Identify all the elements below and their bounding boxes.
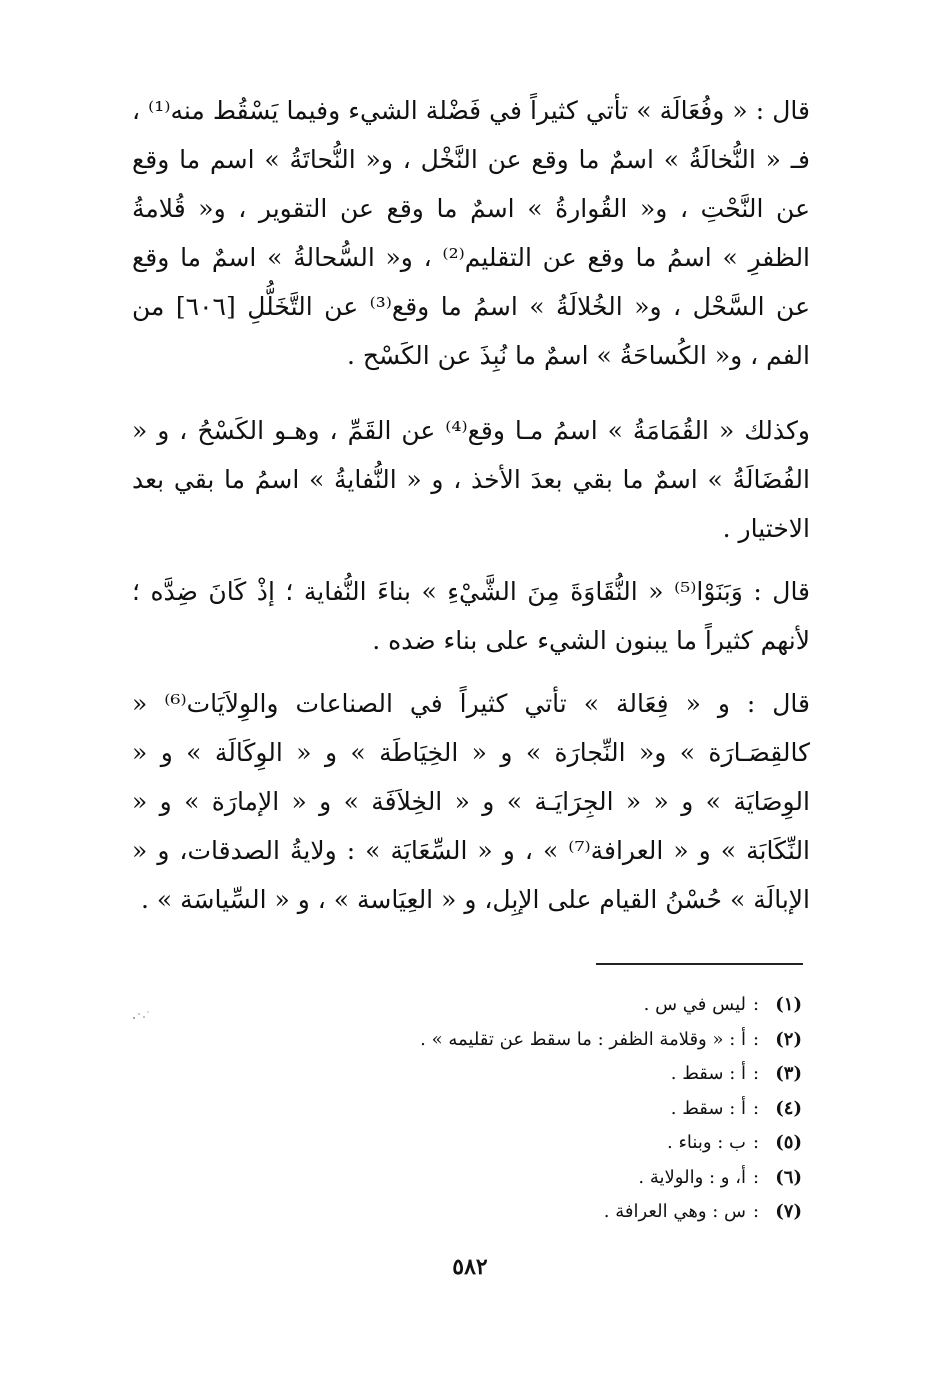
footnote-separator: : [752,1132,760,1153]
footnotes [340,988,802,1230]
footnote-item [340,1195,802,1230]
footnote-item [340,1092,802,1127]
footnote-number: (٤) [775,1097,802,1119]
footnote-text: أ، و : والولاية . [638,1166,746,1188]
footnote-separator: : [752,994,760,1015]
footnote-item [340,988,802,1023]
footnote-separator: : [752,1063,760,1084]
footnote-number: (٧) [775,1201,802,1222]
footnote-item [340,1057,802,1092]
footnote-number: (١) [775,994,802,1015]
paragraph-nuqawa: قال : وَبَنَوْا⁽⁵⁾ « النُّقَاوَةَ مِنَ الشَّيْءِ » بناءَ النُّفاية ؛ إذْ كَانَ ضِدَّه ؛ لأنهم كثيراً ما يبنون الشيء على بناء ضده . [132,577,811,655]
paragraph-fiala: قال : و « فِعَالة » تأتي كثيراً في الصناعات والوِلاَيَات⁽⁶⁾ « كالقِصَـارَة » و« النِّجارَة » و « الخِيَاطَة » و « الوِكَالَة » و « الوِصَايَة » و « « الجِرَايَـة » و « الخِلاَفَة » و « الإمارَة » و « النِّكَابَة » و « العرافة⁽⁷⁾ » ، و « السِّعَايَة » : ولايةُ الصدقات، و « الإبالَة » حُسْنُ القيام على الإبِل، و « العِيَاسة » ، و « السِّياسَة » . [132,689,811,914]
main-text [132,86,810,924]
footnote-separator: : [752,1201,760,1222]
scan-speckle [130,1008,152,1022]
footnote-item [340,1126,802,1161]
footnote-number: (٦) [775,1166,802,1188]
footnote-item [340,1023,802,1058]
footnote-number: (٣) [775,1063,802,1084]
footnote-separator: : [752,1028,760,1050]
footnote-text: أ : سقط . [670,1063,746,1084]
footnote-separator: : [752,1097,760,1119]
paragraph-fuala: قال : « وفُعَالَة » تأتي كثيراً في فَضْلة الشيء وفيما يَسْقُط منه⁽¹⁾ ، فـ « النُّخالَةُ » اسمٌ ما وقع عن النَّخْل ، و« النُّحاتَةُ » اسم ما وقع عن النَّحْتِ ، و« القُوارةُ » اسمٌ ما وقع عن التقوير ، و« قُلامةُ الظفرِ » اسمُ ما وقع عن التقليم⁽²⁾ ، و« السُّحالةُ » اسمٌ ما وقع عن السَّحْل ، و« الخُلالَةُ » اسمُ ما وقع⁽³⁾ عن التَّخَلُّلِ [٦٠٦] من الفم ، و« الكُساحَةُ » اسمٌ ما نُبِذَ عن الكَسْح . [132,96,811,370]
footnote-item [340,1161,802,1196]
footnote-text: ب : وبناء . [667,1132,746,1153]
paragraph-qumama: وكذلك « القُمَامَةُ » اسمُ مـا وقع⁽⁴⁾ عن القَمِّ ، وهـو الكَسْحُ ، و « الفُضَالَةُ » اسمٌ ما بقي بعدَ الأخذ ، و « النُّفايةُ » اسمُ ما بقي بعد الاختيار . [132,416,810,543]
footnote-number: (٥) [775,1132,802,1153]
footnote-text: أ : سقط . [670,1097,746,1119]
page-number: ٥٨٢ [452,1254,488,1280]
footnote-number: (٢) [775,1028,802,1050]
footnote-separator: : [752,1166,760,1188]
footnote-text: س : وهي العرافة . [603,1201,746,1222]
footnote-text: ليس في س . [643,994,746,1015]
footnote-divider [596,963,803,965]
footnote-text: أ : « وقلامة الظفر : ما سقط عن تقليمه » . [420,1028,746,1050]
